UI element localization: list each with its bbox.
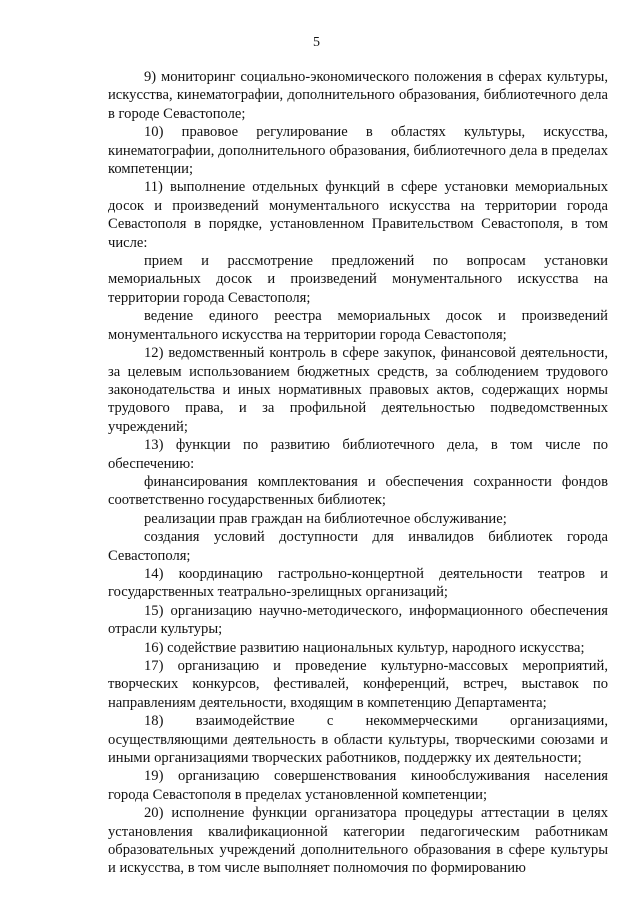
paragraph-item-15: 15) организацию научно-методического, информационного обеспечения отрасли культуры; xyxy=(108,602,608,638)
document-body xyxy=(108,68,608,878)
paragraph-item-20: 20) исполнение функции организатора процедуры аттестации в целях установления квалификационной категории педагогическим работникам образовательных учреждений дополнительного образования в сфере культуры и искусства, в том числе выполняет полномочия по формированию xyxy=(108,805,608,877)
paragraph-item-10: 10) правовое регулирование в областях культуры, искусства, кинематографии, дополнительного образования, библиотечного дела в пределах компетенции; xyxy=(108,124,608,178)
paragraph-item-16: 16) содействие развитию национальных культур, народного искусства; xyxy=(144,639,585,656)
paragraph-item-17: 17) организацию и проведение культурно-массовых мероприятий, творческих конкурсов, фестивалей, конференций, встреч, выставок по направлениям деятельности, входящим в компетенцию Департамента; xyxy=(108,658,608,711)
paragraph-item-12: 12) ведомственный контроль в сфере закупок, финансовой деятельности, за целевым использованием бюджетных средств, за соблюдением трудового законодательства и иных нормативных правовых актов, содержащих нормы трудового права, и за профильной деятельностью подведомственных учреждений; xyxy=(108,345,608,435)
paragraph-item-11: 11) выполнение отдельных функций в сфере установки мемориальных досок и произведений монументального искусства на территории города Севастополя в порядке, установленном Правительством Севастополя, в том числе: xyxy=(108,179,608,251)
paragraph-item-18: 18) взаимодействие с некоммерческими организациями, осуществляющими деятельность в области культуры, творческими союзами и иными организациями творческих работников, поддержку их деятельности; xyxy=(108,713,608,767)
paragraph-subitem-accessibility: создания условий доступности для инвалидов библиотек города Севастополя; xyxy=(108,529,608,564)
paragraph-item-19: 19) организацию совершенствования кинообслуживания населения города Севастополя в пределах установленной компетенции; xyxy=(108,768,608,803)
paragraph-item-13: 13) функции по развитию библиотечного дела, в том числе по обеспечению: xyxy=(108,437,608,472)
paragraph-subitem-registry: ведение единого реестра мемориальных досок и произведений монументального искусства на территории города Севастополя; xyxy=(108,308,608,343)
paragraph-item-9: 9) мониторинг социально-экономического положения в сферах культуры, искусства, кинематографии, дополнительного образования, библиотечного дела в городе Севастополе; xyxy=(108,69,608,122)
paragraph-subitem-proposals: прием и рассмотрение предложений по вопросам установки мемориальных досок и произведений монументального искусства на территории города Севастополя; xyxy=(108,253,608,306)
page-number: 5 xyxy=(313,35,320,50)
paragraph-subitem-funding: финансирования комплектования и обеспечения сохранности фондов соответственно государственных библиотек; xyxy=(108,473,608,509)
paragraph-subitem-rights: реализации прав граждан на библиотечное обслуживание; xyxy=(144,510,507,527)
paragraph-item-14: 14) координацию гастрольно-концертной деятельности театров и государственных театрально-зрелищных организаций; xyxy=(108,565,608,601)
